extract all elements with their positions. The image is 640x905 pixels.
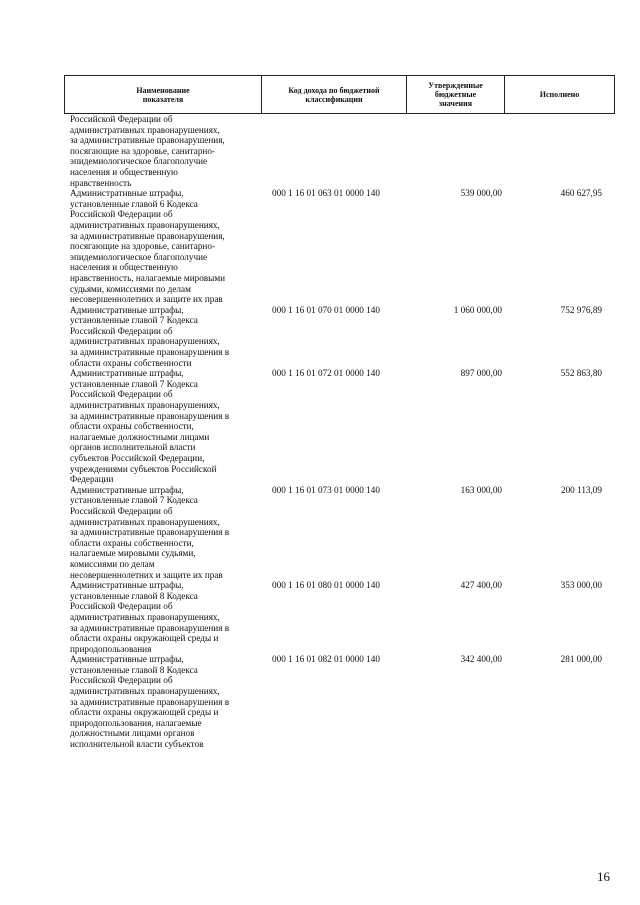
row-executed: 200 113,09 [560, 484, 602, 495]
row-code: 000 1 16 01 073 01 0000 140 [272, 484, 380, 495]
row-executed: 552 863,80 [560, 368, 602, 379]
table-row [0, 305, 640, 369]
table-row [0, 580, 640, 654]
table-row [0, 485, 640, 580]
row-name: Административные штрафы, установленные главой 7 Кодекса Российской Федерации об административных правонарушениях, за административные правонарушения в области охраны собственности, налагаемые мировыми судьями, комиссиями по делам несовершеннолетних и защите их прав [70, 484, 230, 580]
row-name: Российской Федерации об административных правонарушениях, за административные правонарушения, посягающие на здоровье, санитарно- эпидемиологическое благополучие населения и общественную нравственность [70, 114, 225, 188]
table-header [64, 75, 615, 114]
row-executed: 281 000,00 [560, 654, 602, 665]
header-executed: Исполнено [539, 90, 580, 99]
table-row [0, 368, 640, 485]
row-approved: 342 400,00 [460, 654, 502, 665]
row-name: Административные штрафы, установленные главой 7 Кодекса Российской Федерации об административных правонарушениях, за административные правонарушения в области охраны собственности, налагаемые должностными лицами органов исполнительной власти субъектов Российской Федерации, учреждениями субъектов Российской Федерации [70, 368, 230, 485]
row-approved: 897 000,00 [460, 368, 502, 379]
row-approved: 539 000,00 [460, 188, 502, 199]
table-body [0, 114, 640, 750]
row-name: Административные штрафы, установленные главой 8 Кодекса Российской Федерации об административных правонарушениях, за административные правонарушения в области охраны окружающей среды и природопользования, налагаемые должностными лицами органов исполнительной власти субъектов [70, 654, 230, 750]
table-row-continuation [0, 114, 640, 188]
row-approved: 1 060 000,00 [453, 304, 502, 315]
header-indicator-name: Наименование показателя [65, 76, 262, 113]
row-executed: 752 976,89 [560, 304, 602, 315]
row-code: 000 1 16 01 070 01 0000 140 [272, 304, 380, 315]
row-code: 000 1 16 01 072 01 0000 140 [272, 368, 380, 379]
row-name: Административные штрафы, установленные главой 7 Кодекса Российской Федерации об административных правонарушениях, за административные правонарушения в области охраны собственности [70, 304, 230, 368]
row-approved: 163 000,00 [460, 484, 502, 495]
row-code: 000 1 16 01 063 01 0000 140 [272, 188, 380, 199]
row-code: 000 1 16 01 082 01 0000 140 [272, 654, 380, 665]
header-income-code: Код дохода по бюджетной классификации [262, 76, 407, 113]
row-code: 000 1 16 01 080 01 0000 140 [272, 580, 380, 591]
row-name: Административные штрафы, установленные главой 6 Кодекса Российской Федерации об административных правонарушениях, за административные правонарушения, посягающие на здоровье, санитарно- эпидемиологическое благополучие населения и общественную нравственность, налагаемые мировыми судьями, комиссиями по делам несовершеннолетних и защите их прав [70, 188, 226, 305]
page-number: 16 [597, 869, 610, 884]
table-row [0, 654, 640, 749]
header-approved-values: Утвержденные бюджетные значения [407, 76, 505, 113]
row-name: Административные штрафы, установленные главой 8 Кодекса Российской Федерации об административных правонарушениях, за административные правонарушения в области охраны окружающей среды и природопользования [70, 580, 230, 654]
row-executed: 460 627,95 [560, 188, 602, 199]
row-executed: 353 000,00 [560, 580, 602, 591]
row-approved: 427 400,00 [460, 580, 502, 591]
table-row [0, 188, 640, 305]
